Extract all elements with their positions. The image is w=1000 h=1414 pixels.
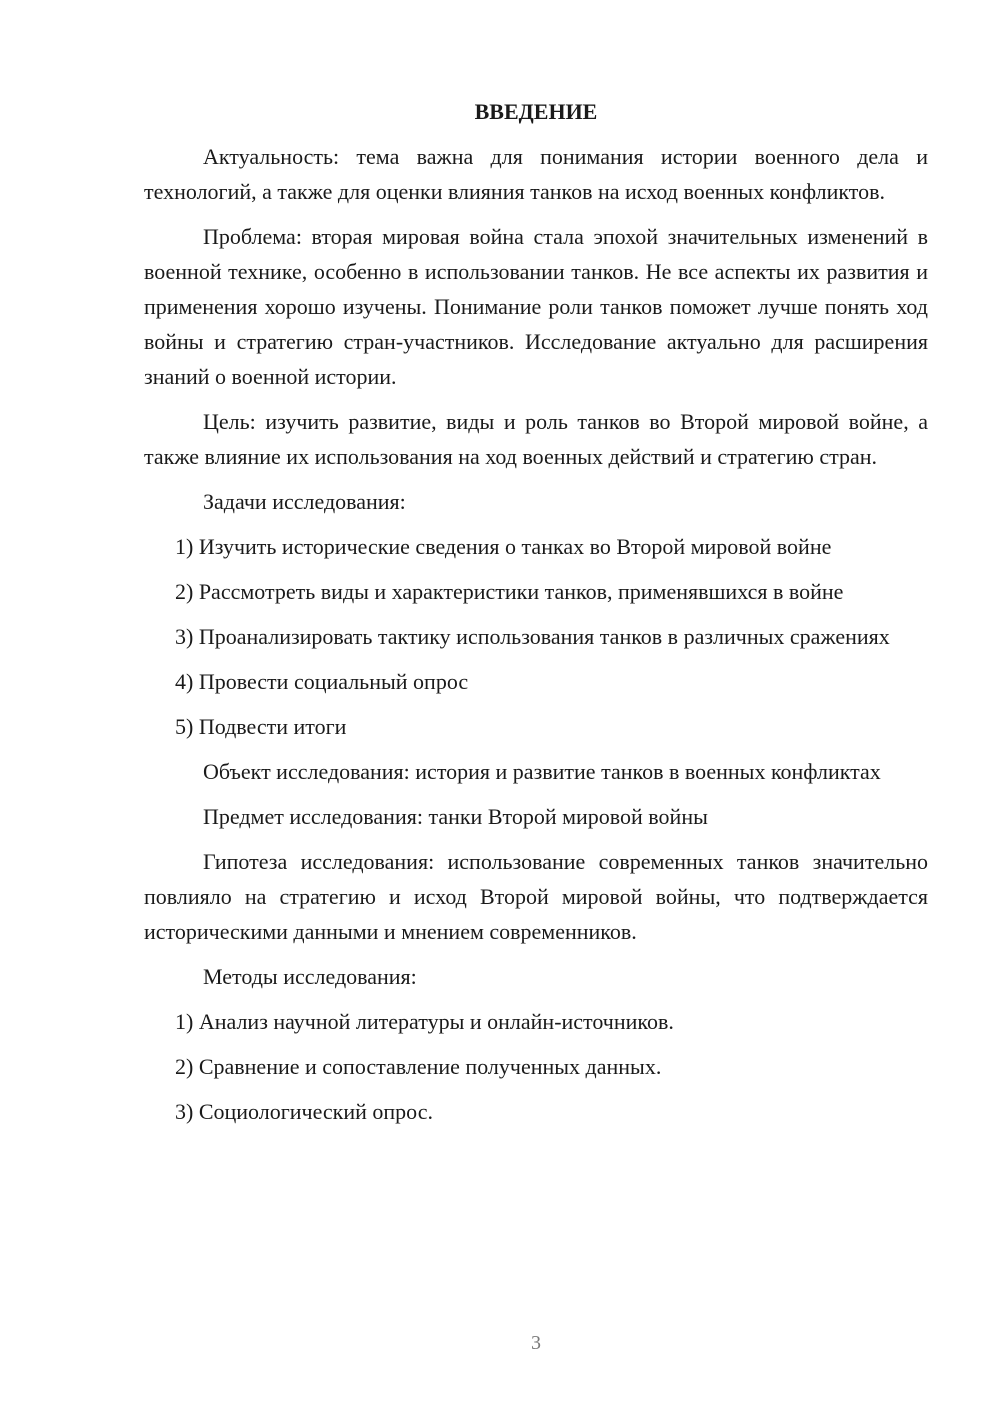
- methods-heading: Методы исследования:: [203, 964, 417, 989]
- goal-paragraph: Цель: изучить развитие, виды и роль танков во Второй мировой войне, а также влияние их использования на ход военных действий и стратегию стран.: [144, 409, 928, 469]
- method-item: 1) Анализ научной литературы и онлайн-источников.: [175, 1009, 674, 1034]
- page-number: 3: [531, 1332, 541, 1354]
- subject-paragraph: Предмет исследования: танки Второй мировой войны: [203, 804, 708, 829]
- task-item: 4) Провести социальный опрос: [175, 669, 469, 694]
- method-item: 2) Сравнение и сопоставление полученных данных.: [175, 1054, 662, 1079]
- relevance-paragraph: Актуальность: тема важна для понимания истории военного дела и технологий, а также для оценки влияния танков на исход военных конфликтов.: [144, 144, 928, 204]
- method-item: 3) Социологический опрос.: [175, 1099, 433, 1124]
- section-heading: ВВЕДЕНИЕ: [474, 99, 598, 124]
- task-item: 2) Рассмотреть виды и характеристики танков, применявшихся в войне: [175, 579, 844, 604]
- tasks-heading: Задачи исследования:: [203, 489, 406, 514]
- document-page: [144, 95, 928, 1139]
- problem-paragraph: Проблема: вторая мировая война стала эпохой значительных изменений в военной технике, особенно в использовании танков. Не все аспекты их развития и применения хорошо изучены. Понимание роли танков поможет лучше понять ход войны и стратегию стран-участников. Исследование актуально для расширения знаний о военной истории.: [144, 224, 928, 389]
- hypothesis-paragraph: Гипотеза исследования: использование современных танков значительно повлияло на стратегию и исход Второй мировой войны, что подтверждается историческими данными и мнением современников.: [144, 849, 928, 944]
- task-item: 1) Изучить исторические сведения о танках во Второй мировой войне: [175, 534, 832, 559]
- task-item: 5) Подвести итоги: [175, 714, 347, 739]
- task-item: 3) Проанализировать тактику использования танков в различных сражениях: [175, 624, 890, 649]
- object-paragraph: Объект исследования: история и развитие танков в военных конфликтах: [203, 759, 881, 784]
